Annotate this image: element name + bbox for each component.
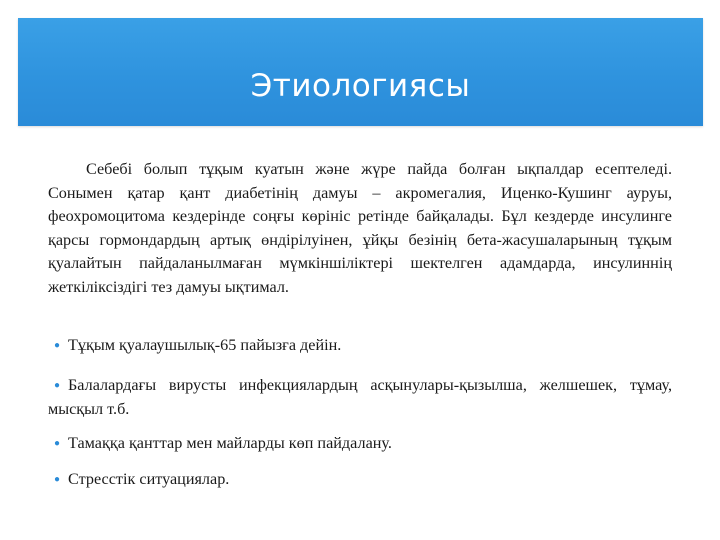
bullet-dot-icon: ● [54,380,61,391]
bullet-dot-icon: ● [54,438,61,449]
bullet-text: Стресстік ситуациялар. [68,470,230,488]
bullet-item [54,432,672,456]
slide-title: Этиологиясы [250,68,471,104]
bullet-item [54,468,672,492]
bullet-item [54,334,672,358]
bullet-dot-icon: ● [54,340,61,351]
bullet-text: Тамаққа қанттар мен майларды көп пайдалану. [68,434,392,452]
title-banner [18,18,703,126]
body-paragraph: Себебі болып тұқым куатын және жүре пайда болған ықпалдар есептеледі. Сонымен қатар қант диабетінің дамуы – акромегалия, Иценко-Кушинг ауруы, феохромоцитома кездерінде соңғы көрініс ретінде байқалады. Бұл кездерде инсулинге қарсы гормондардың артық өндірілуінен, ұйқы безінің бета-жасушаларының тұқым қуалайтын пайдаланылмаған мүмкіншіліктері шектелген адамдарда, инсулиннің жеткіліксіздігі тез дамуы ықтимал. [48,160,672,296]
bullet-text: Балалардағы вирусты инфекциялардың асқынулары-қызылша, желшешек, тұмау, мысқыл т.б. [48,376,672,418]
bullet-item [48,374,672,421]
bullet-dot-icon: ● [54,474,61,485]
bullet-text: Тұқым қуалаушылық-65 пайызға дейін. [68,336,342,354]
